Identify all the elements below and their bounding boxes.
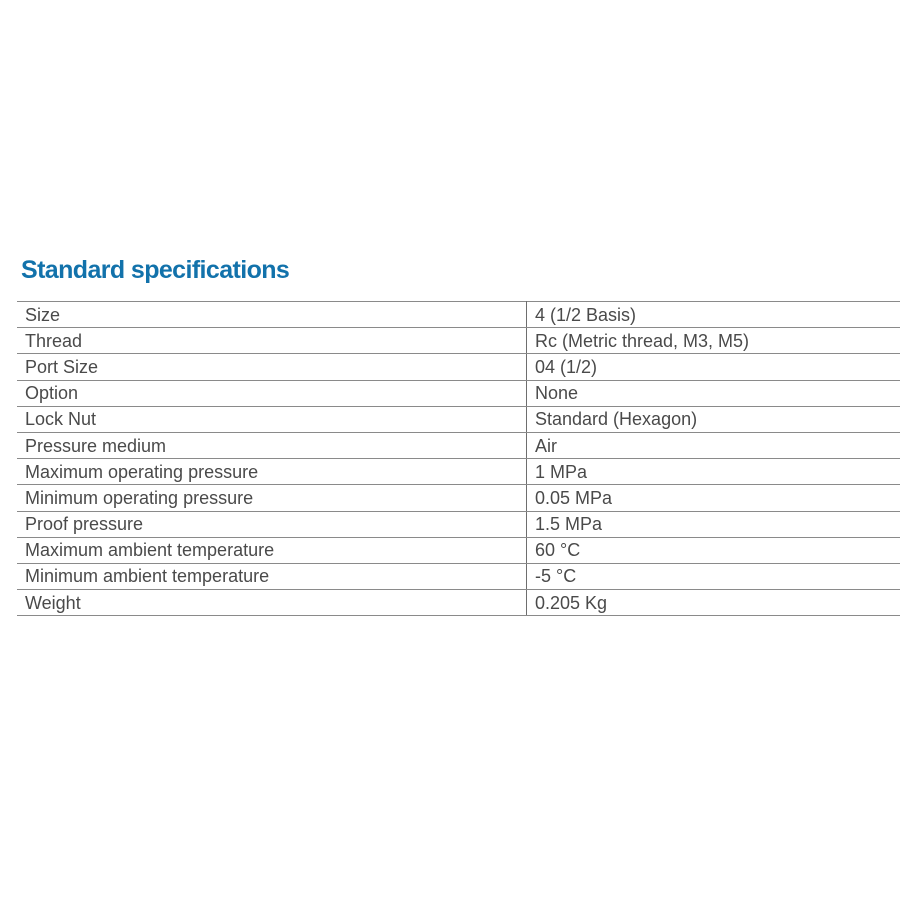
spec-label: Minimum operating pressure <box>17 485 527 511</box>
spec-label: Weight <box>17 590 527 616</box>
table-row <box>17 302 900 328</box>
spec-value: Standard (Hexagon) <box>527 406 900 432</box>
table-row <box>17 511 900 537</box>
spec-value: 04 (1/2) <box>527 354 900 380</box>
spec-value: 0.05 MPa <box>527 485 900 511</box>
spec-label: Pressure medium <box>17 432 527 458</box>
spec-value: -5 °C <box>527 563 900 589</box>
section-title: Standard specifications <box>21 256 290 284</box>
spec-label: Lock Nut <box>17 406 527 432</box>
spec-label: Size <box>17 302 527 328</box>
spec-value: 1 MPa <box>527 459 900 485</box>
spec-label: Thread <box>17 328 527 354</box>
table-row <box>17 328 900 354</box>
table-row <box>17 459 900 485</box>
spec-label: Option <box>17 380 527 406</box>
spec-label: Maximum operating pressure <box>17 459 527 485</box>
table-row <box>17 485 900 511</box>
spec-value: Rc (Metric thread, M3, M5) <box>527 328 900 354</box>
table-row <box>17 537 900 563</box>
table-row <box>17 354 900 380</box>
spec-value: 60 °C <box>527 537 900 563</box>
spec-value: 0.205 Kg <box>527 590 900 616</box>
spec-value: 4 (1/2 Basis) <box>527 302 900 328</box>
table-row <box>17 563 900 589</box>
spec-label: Port Size <box>17 354 527 380</box>
table-row <box>17 590 900 616</box>
spec-value: Air <box>527 432 900 458</box>
spec-label: Maximum ambient temperature <box>17 537 527 563</box>
table-row <box>17 406 900 432</box>
spec-value: None <box>527 380 900 406</box>
spec-value: 1.5 MPa <box>527 511 900 537</box>
spec-label: Proof pressure <box>17 511 527 537</box>
specifications-table <box>17 301 900 616</box>
table-row <box>17 380 900 406</box>
spec-label: Minimum ambient temperature <box>17 563 527 589</box>
table-row <box>17 432 900 458</box>
